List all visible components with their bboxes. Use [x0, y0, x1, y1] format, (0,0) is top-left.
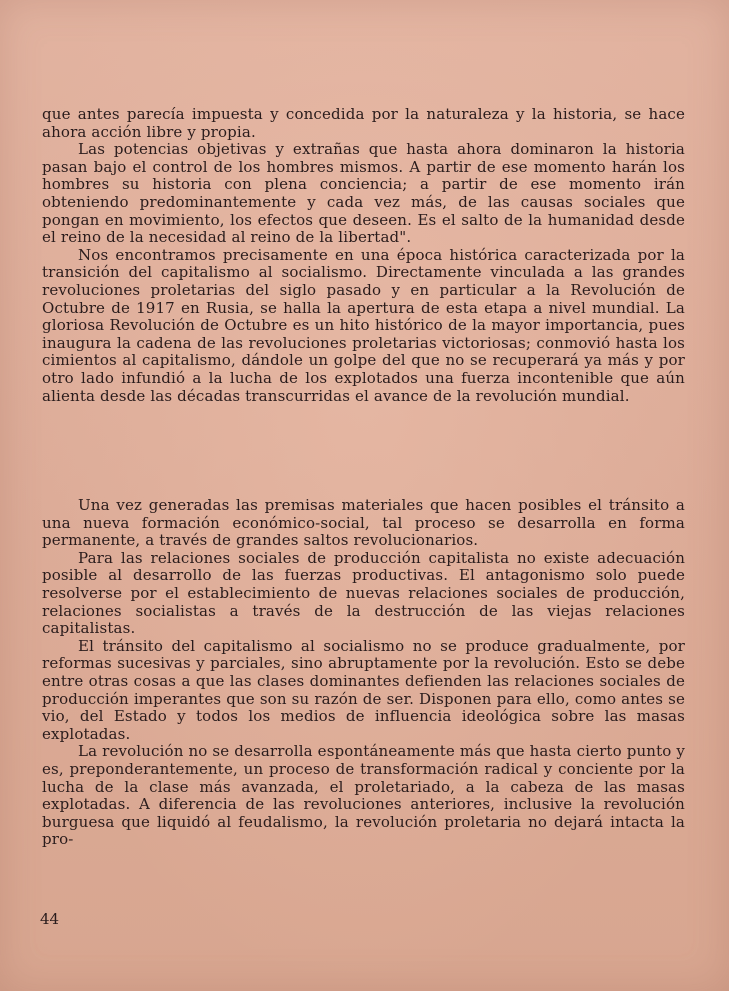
paragraph: Nos encontramos precisamente en una época histórica caracterizada por la transición del capitalismo al socialismo. Directamente vinculada a las grandes revoluciones proletarias del siglo pasado y en particular a la Revolución de Octubre de 1917 en Rusia, se halla la apertura de esta etapa a nivel mundial. La gloriosa Revolución de Octubre es un hito histórico de la mayor importancia, pues inaugura la cadena de las revoluciones proletarias victoriosas; conmovió hasta los cimientos al capitalismo, dándole un golpe del que no se recuperará ya más y por otro lado infundió a la lucha de los explotados una fuerza incontenible que aún alienta desde las décadas transcurridas el avance de la revolución mundial.	[42, 245, 685, 405]
paragraph: Una vez generadas las premisas materiales que hacen posibles el tránsito a una nueva formación económico-social, tal proceso se desarrolla en forma permanente, a través de grandes saltos revolucionarios.	[42, 496, 685, 550]
page-number: 44	[40, 910, 60, 928]
text-block-upper	[42, 106, 685, 405]
paragraph: El tránsito del capitalismo al socialismo no se produce gradualmente, por reformas sucesivas y parciales, sino abruptamente por la revolución. Esto se debe entre otras cosas a que las clases dominantes defienden las relaciones sociales de producción imperantes que son su razón de ser. Disponen para ello, como antes se vio, del Estado y todos los medios de influencia ideológica sobre las masas explotadas.	[42, 636, 685, 743]
paragraph: La revolución no se desarrolla espontáneamente más que hasta cierto punto y es, preponderantemente, un proceso de transformación radical y conciente por la lucha de la clase más avanzada, el proletariado, a la cabeza de las masas explotadas. A diferencia de las revoluciones anteriores, inclusive la revolución burguesa que liquidó al feudalismo, la revolución proletaria no dejará intacta la pro-	[42, 742, 685, 849]
paragraph: Las potencias objetivas y extrañas que hasta ahora dominaron la historia pasan bajo el control de los hombres mismos. A partir de ese momento harán los hombres su historia con plena conciencia; a partir de ese momento irán obteniendo predominantemente y cada vez más, de las causas sociales que pongan en movimiento, los efectos que deseen. Es el salto de la humanidad desde el reino de la necesidad al reino de la libertad".	[42, 140, 685, 247]
paragraph: que antes parecía impuesta y concedida por la naturaleza y la historia, se hace ahora acción libre y propia.	[42, 105, 685, 141]
paragraph: Para las relaciones sociales de producción capitalista no existe adecuación posible al desarrollo de las fuerzas productivas. El antagonismo solo puede resolverse por el establecimiento de nuevas relaciones sociales de producción, relaciones socialistas a través de la destrucción de las viejas relaciones capitalistas.	[42, 548, 685, 638]
text-block-lower	[42, 497, 685, 849]
